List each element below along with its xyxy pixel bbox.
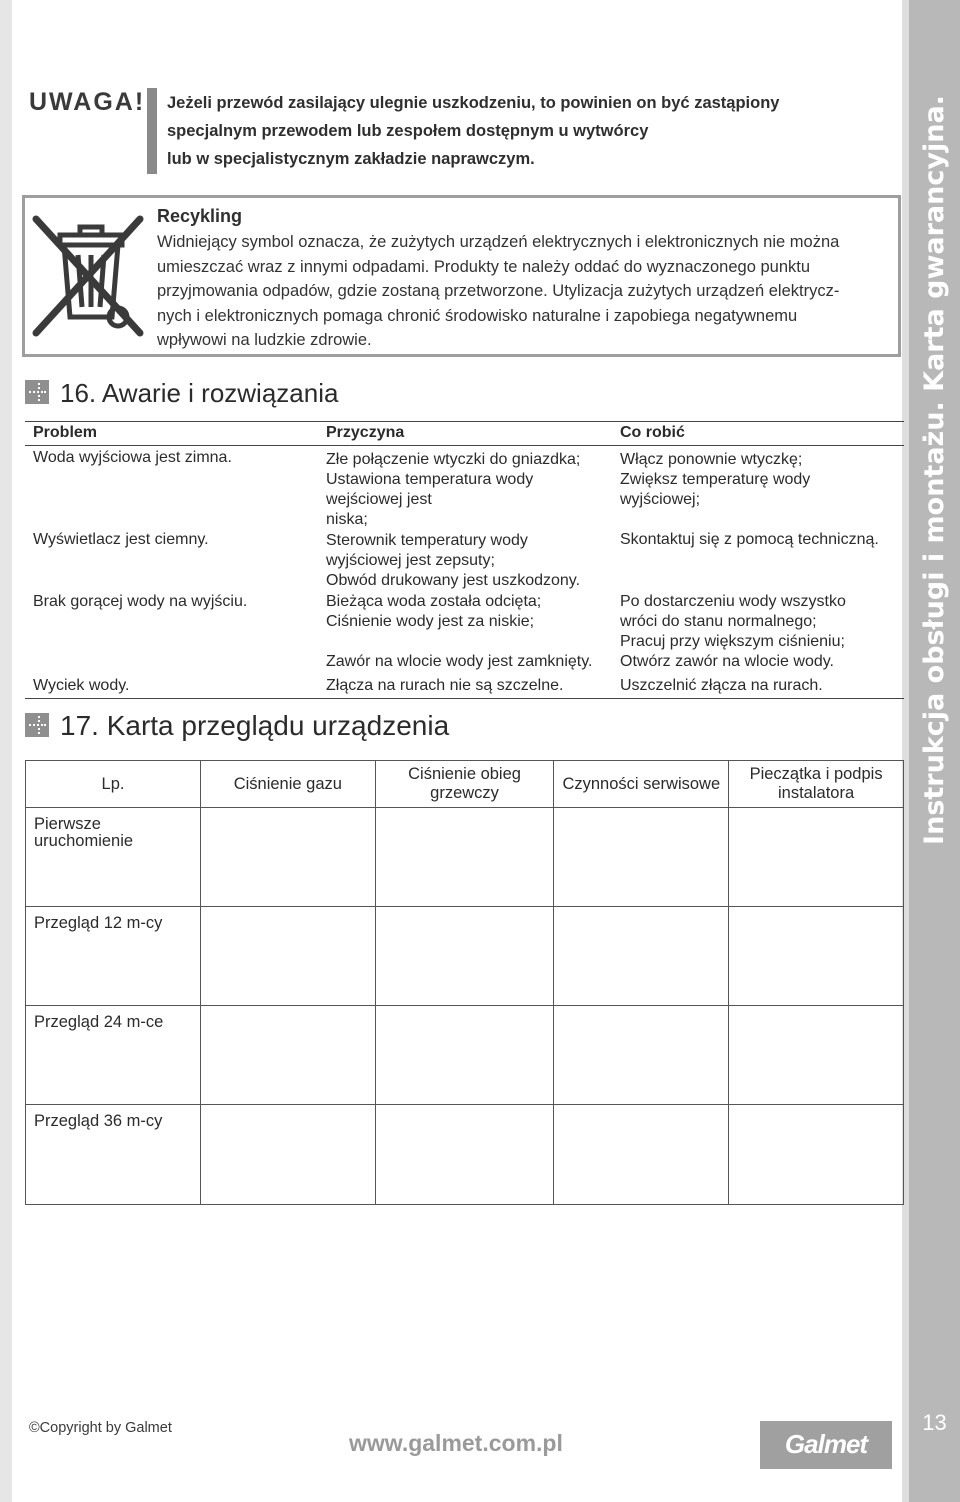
- action-cell: [612, 446, 904, 531]
- recycling-line: Widniejący symbol oznacza, że zużytych urządzeń elektrycznych i elektronicznych nie można: [157, 233, 840, 251]
- warning-bar: [147, 88, 157, 174]
- cause-line: niska;: [326, 511, 368, 528]
- empty-cell: [200, 808, 375, 907]
- cause-line: Obwód drukowany jest uszkodzony.: [326, 572, 581, 589]
- row-label: Przegląd 36 m-cy: [26, 1105, 201, 1205]
- column-header: Lp.: [26, 761, 201, 808]
- recycling-line: umieszczać wraz z innymi odpadami. Produkty te należy oddać do wyznaczonego punktu: [157, 257, 811, 276]
- table-row: [26, 1105, 904, 1205]
- cause-cell: [318, 530, 612, 592]
- empty-cell: [729, 907, 904, 1006]
- section-icon: [25, 380, 49, 409]
- table-row: [26, 907, 904, 1006]
- page-number: 13: [922, 1410, 947, 1435]
- empty-cell: [554, 1006, 729, 1105]
- warning-line: lub w specjalistycznym zakładzie naprawczym.: [167, 150, 535, 168]
- troubleshooting-table: [25, 421, 904, 699]
- action-line: Uszczelnić złącza na rurach.: [620, 677, 823, 694]
- galmet-logo: [760, 1421, 892, 1469]
- section-title: 16. Awarie i rozwiązania: [60, 378, 339, 408]
- problem-cell: Woda wyjściowa jest zimna.: [33, 449, 232, 466]
- page-edge: [0, 0, 12, 1502]
- empty-cell: [554, 808, 729, 907]
- action-line: Po dostarczeniu wody wszystko: [620, 593, 846, 610]
- row-label: Przegląd 12 m-cy: [26, 907, 201, 1006]
- recycling-line: przyjmowania odpadów, gdzie zostaną przetworzone. Utylizacja zużytych urządzeń elektrycz-: [157, 282, 840, 300]
- cause-cell: [318, 592, 612, 676]
- recycling-title: Recykling: [157, 206, 243, 226]
- empty-cell: [375, 808, 554, 907]
- empty-cell: [200, 907, 375, 1006]
- row-label: Pierwsze uruchomienie: [26, 808, 201, 907]
- warning-line: specjalnym przewodem lub zespołem dostępnym u wytwórcy: [167, 122, 649, 140]
- cause-line: wejściowej jest: [326, 491, 432, 508]
- cause-line: wyjściowej jest zepsuty;: [326, 552, 495, 569]
- empty-cell: [729, 1006, 904, 1105]
- empty-cell: [729, 1105, 904, 1205]
- cause-cell: [318, 446, 612, 531]
- action-line: Włącz ponownie wtyczkę;: [620, 451, 803, 468]
- cause-line: Złe połączenie wtyczki do gniazdka;: [326, 451, 581, 468]
- empty-cell: [375, 1105, 554, 1205]
- column-header: Ciśnienie gazu: [200, 761, 375, 808]
- service-card-table: [25, 760, 904, 1205]
- empty-cell: [200, 1006, 375, 1105]
- action-line: Zwiększ temperaturę wody: [620, 471, 811, 488]
- table-row: [26, 1006, 904, 1105]
- table-header-row: [25, 422, 904, 446]
- table-row: [25, 446, 904, 531]
- action-cell: [612, 530, 904, 592]
- table-row: [25, 592, 904, 676]
- copyright: ©Copyright by Galmet: [29, 1420, 172, 1436]
- logo-text: Galmet: [784, 1429, 868, 1459]
- warning-label: UWAGA!: [29, 88, 146, 116]
- empty-cell: [375, 1006, 554, 1105]
- action-line: wyjściowej;: [620, 491, 701, 508]
- cause-line: Bieżąca woda została odcięta;: [326, 593, 542, 610]
- cause-line: Zawór na wlocie wody jest zamknięty.: [326, 653, 593, 670]
- problem-cell: Wyciek wody.: [25, 676, 318, 699]
- column-header: Czynności serwisowe: [554, 761, 729, 808]
- section-title: 17. Karta przeglądu urządzenia: [60, 710, 450, 741]
- column-header: Ciśnienie obieg grzewczy: [375, 761, 554, 808]
- recycling-line: wpływowi na ludzkie zdrowie.: [157, 331, 372, 349]
- warning-line: Jeżeli przewód zasilający ulegnie uszkodzeniu, to powinien on być zastąpiony: [167, 94, 780, 112]
- warning-text: [167, 89, 867, 173]
- action-line: Pracuj przy większym ciśnieniu;: [620, 633, 845, 650]
- empty-cell: [200, 1105, 375, 1205]
- column-header: Problem: [25, 422, 318, 446]
- cause-line: Ustawiona temperatura wody: [326, 471, 534, 488]
- website-link[interactable]: www.galmet.com.pl: [349, 1430, 563, 1456]
- table-row: [25, 530, 904, 592]
- crossed-bin-icon: [30, 205, 148, 348]
- cause-line: [326, 632, 612, 652]
- action-cell: [612, 592, 904, 676]
- column-header: Co robić: [612, 422, 904, 446]
- column-header: Przyczyna: [318, 422, 612, 446]
- action-cell: [612, 676, 904, 699]
- recycling-line: nych i elektronicznych pomaga chronić środowisko naturalne i zapobiega negatywnemu: [157, 306, 798, 325]
- sidebar-edge: [902, 0, 909, 1502]
- problem-cell: Brak gorącej wody na wyjściu.: [33, 593, 248, 610]
- action-line: wróci do stanu normalnego;: [620, 613, 817, 630]
- empty-cell: [729, 808, 904, 907]
- action-line: Skontaktuj się z pomocą techniczną.: [620, 531, 879, 548]
- cause-cell: [318, 676, 612, 699]
- table-header-row: [26, 761, 904, 808]
- cause-line: Ciśnienie wody jest za niskie;: [326, 613, 535, 630]
- section-icon: [25, 713, 49, 742]
- recycling-text: [157, 230, 889, 353]
- table-row: [26, 808, 904, 907]
- cause-line: Złącza na rurach nie są szczelne.: [326, 677, 564, 694]
- problem-cell: Wyświetlacz jest ciemny.: [33, 531, 209, 548]
- action-line: Otwórz zawór na wlocie wody.: [620, 653, 834, 670]
- cause-line: Sterownik temperatury wody: [326, 532, 528, 549]
- column-header: Pieczątka i podpis instalatora: [729, 761, 904, 808]
- empty-cell: [375, 907, 554, 1006]
- empty-cell: [554, 1105, 729, 1205]
- row-label: Przegląd 24 m-ce: [26, 1006, 201, 1105]
- empty-cell: [554, 907, 729, 1006]
- sidebar-title: Instrukcja obsługi i montażu. Karta gwarancyjna.: [919, 95, 950, 845]
- table-row: [25, 676, 904, 699]
